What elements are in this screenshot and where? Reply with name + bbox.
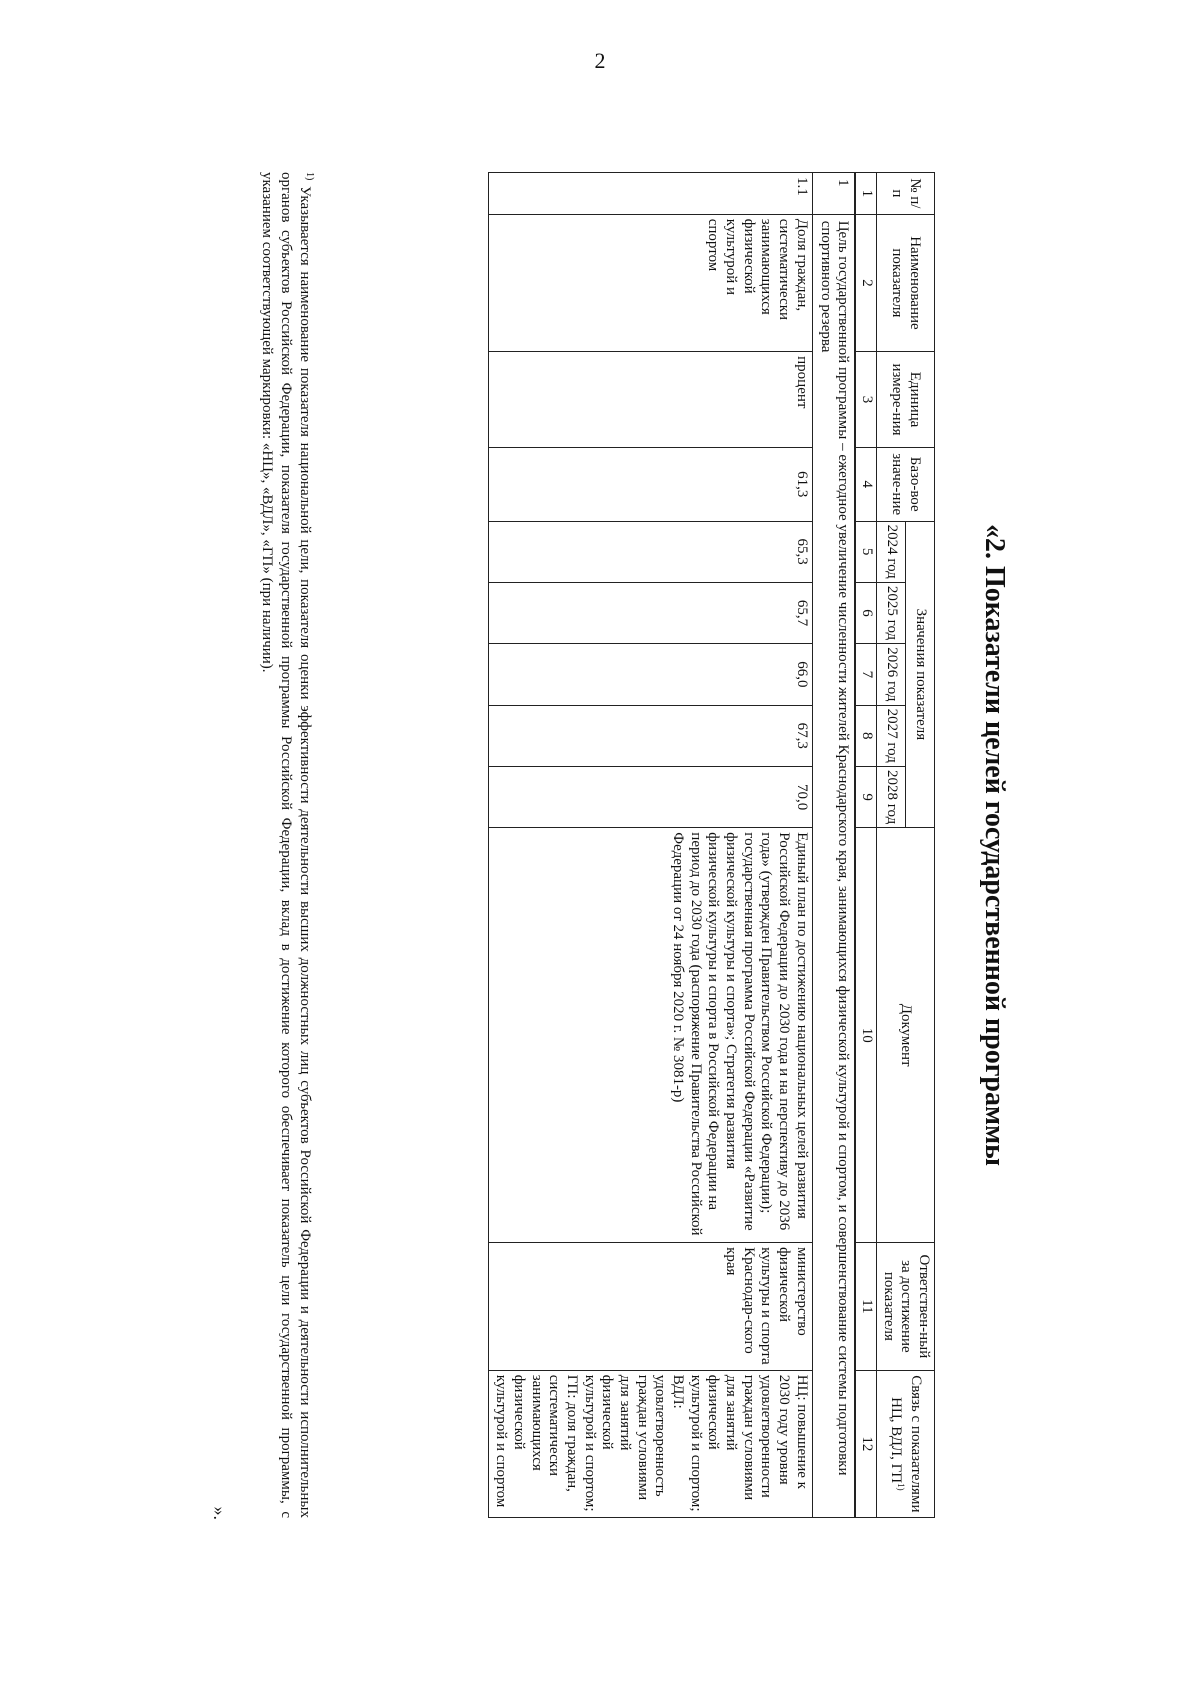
- header-year-2025: 2025 год: [876, 582, 905, 643]
- column-number: 7: [855, 644, 876, 705]
- header-unit: Единица измере-ния: [876, 352, 934, 448]
- header-link-text: Связь с показателями НЦ, ВДЛ, ГП: [888, 1375, 925, 1513]
- header-base: Базо-вое значе-ние: [876, 447, 934, 521]
- header-num: № п/п: [876, 173, 934, 215]
- header-responsible: Ответствен-ный за достижение показателя: [876, 1243, 934, 1371]
- row-value-2027: 67,3: [489, 705, 812, 766]
- goal-row: [812, 173, 855, 1518]
- column-number: 6: [855, 582, 876, 643]
- row-value-2026: 66,0: [489, 644, 812, 705]
- column-number: 4: [855, 447, 876, 521]
- row-value-2024: 65,3: [489, 521, 812, 582]
- header-year-2024: 2024 год: [876, 521, 905, 582]
- rotated-page-content: [175, 160, 1035, 1530]
- column-number: 2: [855, 214, 876, 351]
- row-unit: процент: [489, 352, 812, 448]
- header-year-2028: 2028 год: [876, 766, 905, 827]
- closing-quote-mark: ».: [210, 1506, 230, 1520]
- row-link: НЦ: повышение к 2030 году уровня удовлетворенности граждан условиями для занятий физической культурой и спортом; ВДЛ: удовлетворенность граждан условиями для занятий физической культурой и спортом; ГП: доля граждан, систематически занимающихся физической культурой и спортом: [489, 1370, 812, 1517]
- goal-num: 1: [812, 173, 855, 215]
- footnote: [258, 172, 315, 1518]
- row-value-2025: 65,7: [489, 582, 812, 643]
- header-year-2027: 2027 год: [876, 705, 905, 766]
- row-document: Единый план по достижению национальных целей развития Российской Федерации до 2030 года и на перспективу до 2036 года» (утвержден Правительством Российской Федерации); государственная программа Российской Федерации «Развитие физической культуры и спорта»; Стратегия развития физической культуры и спорта в Российской Федерации на период до 2030 года (распоряжение Правительства Российской Федерации от 24 ноября 2020 г. № 3081-р): [489, 828, 812, 1243]
- header-year-2026: 2026 год: [876, 644, 905, 705]
- indicators-table: [489, 172, 936, 1518]
- header-values-group: Значения показателя: [905, 521, 934, 828]
- column-number: 10: [855, 828, 876, 1243]
- column-number: 5: [855, 521, 876, 582]
- column-number: 1: [855, 173, 876, 215]
- column-number: 12: [855, 1370, 876, 1517]
- row-name: Доля граждан, систематически занимающихся физической культурой и спортом: [489, 214, 812, 351]
- column-numbers-row: [855, 173, 876, 1518]
- page-number: 2: [594, 48, 606, 73]
- header-name: Наименование показателя: [876, 214, 934, 351]
- row-value-2028: 70,0: [489, 766, 812, 827]
- column-number: 8: [855, 705, 876, 766]
- row-num: 1.1: [489, 173, 812, 215]
- column-number: 11: [855, 1243, 876, 1371]
- header-document: Документ: [876, 828, 934, 1243]
- header-link: [876, 1370, 934, 1517]
- row-responsible: министерство физической культуры и спорта Краснодар-ского края: [489, 1243, 812, 1371]
- section-title: «2. Показатели целей государственной программы: [979, 523, 1010, 1167]
- row-base-value: 61,3: [489, 447, 812, 521]
- header-link-sup: 1): [896, 1483, 907, 1491]
- column-number: 3: [855, 352, 876, 448]
- column-number: 9: [855, 766, 876, 827]
- table-row: [489, 173, 812, 1518]
- footnote-text: Указывается наименование показателя национальной цели, показателя оценки эффективности деятельности высших должностных лиц субъектов Российской Федерации и деятельности исполнительных органов субъектов Российской Федерации, показателя государственной программы Российской Федерации, вклад в достижение которого обеспечивает показатель цели государственной программы, с указанием соответствующей маркировки: «НЦ», «ВДЛ», «ГП» (при наличии).: [259, 172, 313, 1518]
- goal-text: Цель государственной программы – ежегодное увеличение численности жителей Краснодарского края, занимающихся физической культурой и спортом, и совершенствование системы подготовки спортивного резерва: [812, 214, 855, 1517]
- header-row-1: [905, 173, 934, 1518]
- footnote-marker: 1): [304, 172, 315, 181]
